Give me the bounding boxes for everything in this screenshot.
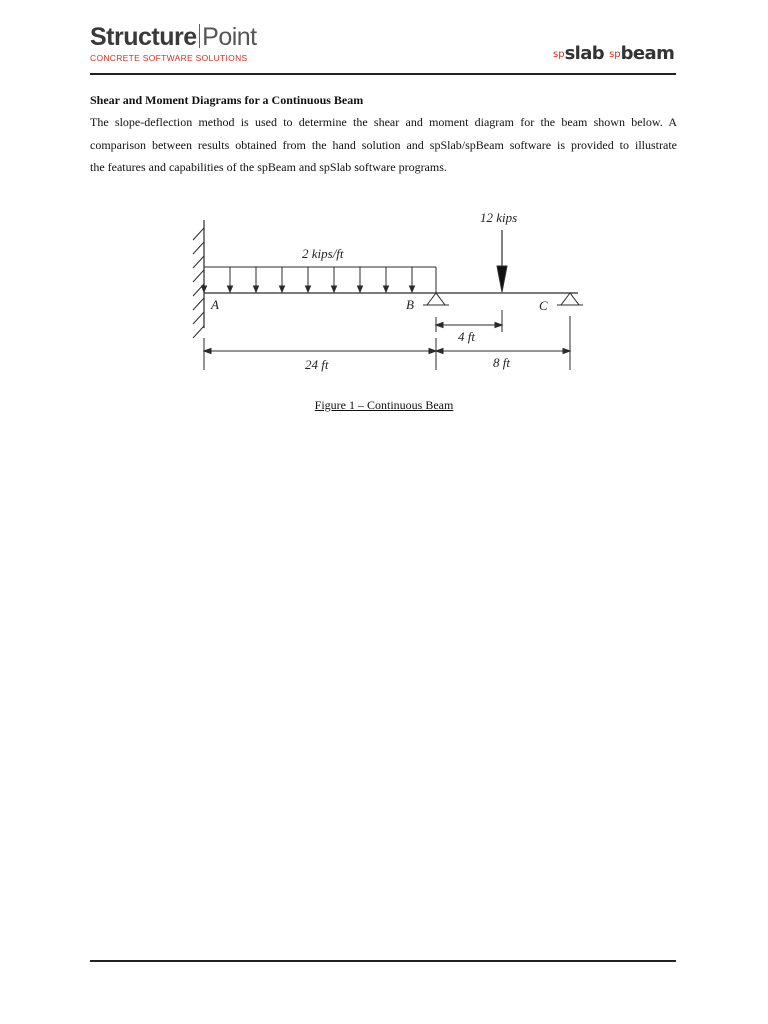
continuous-beam-figure [180,200,600,380]
point-load-arrow [497,230,507,292]
paragraph-line-3: the features and capabilities of the spBeam and spSlab software programs. [90,160,447,174]
logo-word-light: Point [202,23,257,51]
label-support-a: A [211,297,219,312]
label-dim-24ft: 24 ft [305,357,329,372]
spslab-prefix: sp [553,49,565,60]
section-title: Shear and Moment Diagrams for a Continuous Beam [90,93,364,107]
distributed-load-arrows [202,267,415,292]
pin-support-c [557,293,583,305]
label-support-b: B [406,297,414,312]
spslab-spbeam-logo [553,42,674,67]
header-rule [90,73,676,75]
paragraph-line-1: The slope-deflection method is used to determine the shear and moment diagram for the beam shown below. A [90,115,677,129]
label-distributed-load: 2 kips/ft [302,246,344,261]
paragraph-line-2: comparison between results obtained from the hand solution and spSlab/spBeam software is provided to illustrate [90,138,677,152]
pin-support-b [423,293,449,305]
spbeam-word: beam [620,43,675,64]
distributed-load [204,267,436,293]
logo-divider [199,24,201,48]
dimension-24ft-8ft [204,316,570,370]
fixed-support-hatch [193,228,204,338]
logo-tagline: CONCRETE SOFTWARE SOLUTIONS [90,53,248,63]
label-point-load: 12 kips [480,210,518,225]
label-support-c: C [539,298,548,313]
structurepoint-logo [90,22,257,63]
spslab-word: slab [564,43,605,64]
spbeam-prefix: sp [609,49,621,60]
label-dim-8ft: 8 ft [493,355,510,370]
footer-rule [90,960,676,962]
label-dim-4ft: 4 ft [458,329,475,344]
figure-caption-text: Figure 1 – Continuous Beam [314,398,454,412]
logo-word-bold: Structure [90,23,197,51]
figure-caption [0,398,768,413]
